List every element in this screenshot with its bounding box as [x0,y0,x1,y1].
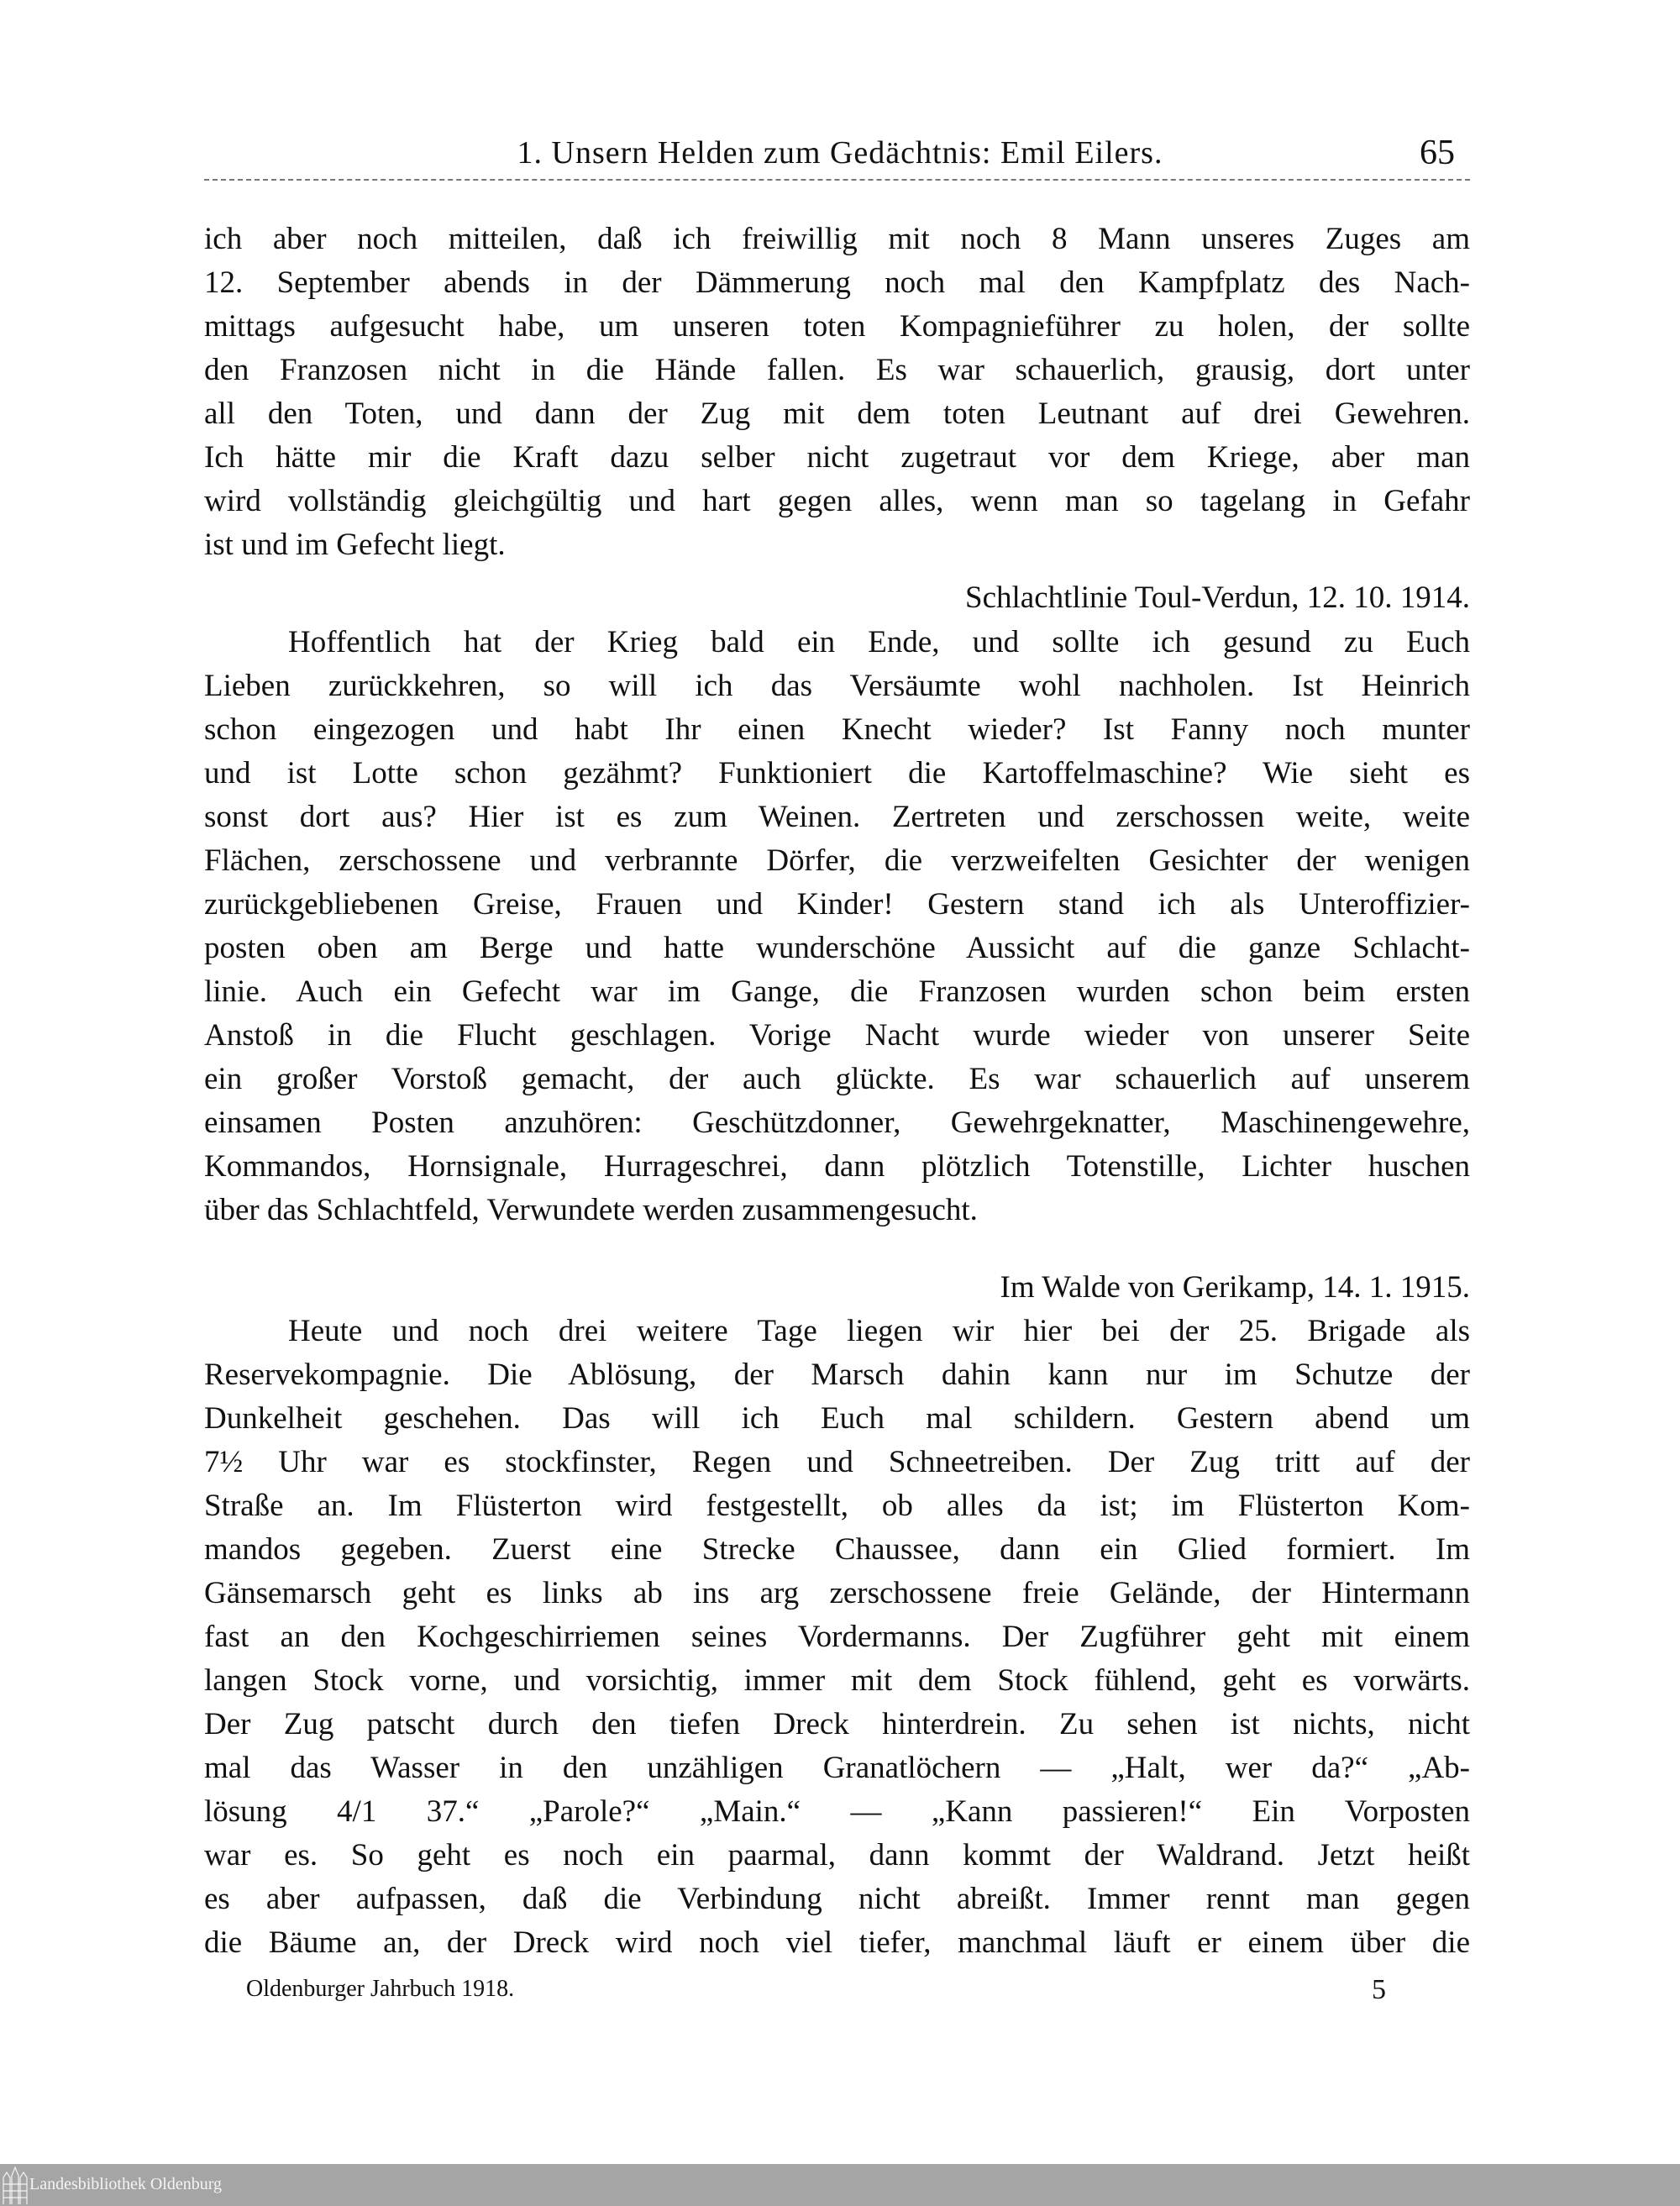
footer-journal-title: Oldenburger Jahrbuch 1918. [246,1976,515,2002]
text-line: langen Stock vorne, und vorsichtig, immer mit dem Stock fühlend, geht es vorwärts. [204,1663,1470,1698]
running-header-title: 1. Unsern Helden zum Gedächtnis: Emil Eilers. [517,135,1163,171]
text-line: Anstoß in die Flucht geschlagen. Vorige Nacht wurde wieder von unserer Seite [204,1018,1470,1053]
text-line: Lieben zurückkehren, so will ich das Versäumte wohl nachholen. Ist Heinrich [204,669,1470,703]
text-line: Hoffentlich hat der Krieg bald ein Ende, und sollte ich gesund zu Euch [288,625,1470,659]
library-bar [0,2164,1680,2206]
footer-signature-number: 5 [1372,1974,1386,2005]
text-line: all den Toten, und dann der Zug mit dem toten Leutnant auf drei Gewehren. [204,397,1470,431]
text-line: posten oben am Berge und hatte wunderschöne Aussicht auf die ganze Schlacht- [204,931,1470,965]
page-number: 65 [1420,134,1455,172]
text-line: 7½ Uhr war es stockfinster, Regen und Schneetreiben. Der Zug tritt auf der [204,1445,1470,1479]
text-line: Der Zug patscht durch den tiefen Dreck hinterdrein. Zu sehen ist nichts, nicht [204,1707,1470,1741]
paragraph-2 [204,621,1470,1232]
text-line: zurückgebliebenen Greise, Frauen und Kinder! Gestern stand ich als Unteroffizier- [204,887,1470,922]
text-line: ein großer Vorstoß gemacht, der auch glückte. Es war schauerlich auf unserem [204,1062,1470,1096]
text-line: Flächen, zerschossene und verbrannte Dörfer, die verzweifelten Gesichter der wenigen [204,843,1470,878]
text-line: Straße an. Im Flüsterton wird festgestellt, ob alles da ist; im Flüsterton Kom- [204,1489,1470,1523]
text-line: mandos gegeben. Zuerst eine Strecke Chaussee, dann ein Glied formiert. Im [204,1532,1470,1567]
text-line: über das Schlachtfeld, Verwundete werden zusammengesucht. [204,1193,978,1227]
text-line: ist und im Gefecht liegt. [204,528,506,562]
text-line: und ist Lotte schon gezähmt? Funktioniert die Kartoffelmaschine? Wie sieht es [204,756,1470,790]
text-line: linie. Auch ein Gefecht war im Gange, die Franzosen wurden schon beim ersten [204,974,1470,1009]
dateline-1: Schlachtlinie Toul-Verdun, 12. 10. 1914. [965,580,1470,615]
header-rule [204,179,1470,181]
text-line: es aber aufpassen, daß die Verbindung nicht abreißt. Immer rennt man gegen [204,1882,1470,1916]
text-line: den Franzosen nicht in die Hände fallen. Es war schauerlich, grausig, dort unter [204,353,1470,387]
text-line: die Bäume an, der Dreck wird noch viel tiefer, manchmal läuft er einem über die [204,1925,1470,1960]
text-line: Dunkelheit geschehen. Das will ich Euch mal schildern. Gestern abend um [204,1401,1470,1436]
text-line: Kommandos, Hornsignale, Hurrageschrei, dann plötzlich Totenstille, Lichter huschen [204,1149,1470,1184]
paragraph-3 [204,1310,1470,1965]
text-line: Heute und noch drei weitere Tage liegen wir hier bei der 25. Brigade als [288,1314,1470,1348]
paragraph-1 [204,218,1470,567]
text-line: lösung 4/1 37.“ „Parole?“ „Main.“ — „Kann passieren!“ Ein Vorposten [204,1794,1470,1829]
text-line: mal das Wasser in den unzähligen Granatlöchern — „Halt, wer da?“ „Ab- [204,1751,1470,1785]
library-building-icon [2,2166,29,2204]
text-line: mittags aufgesucht habe, um unseren toten Kompagnieführer zu holen, der sollte [204,309,1470,344]
dateline-2: Im Walde von Gerikamp, 14. 1. 1915. [1000,1270,1470,1305]
text-line: sonst dort aus? Hier ist es zum Weinen. Zertreten und zerschossen weite, weite [204,800,1470,834]
text-line: wird vollständig gleichgültig und hart gegen alles, wenn man so tagelang in Gefahr [204,484,1470,518]
text-line: schon eingezogen und habt Ihr einen Knecht wieder? Ist Fanny noch munter [204,712,1470,747]
text-line: ich aber noch mitteilen, daß ich freiwillig mit noch 8 Mann unseres Zuges am [204,222,1470,256]
text-line: Gänsemarsch geht es links ab ins arg zerschossene freie Gelände, der Hintermann [204,1576,1470,1610]
text-line: einsamen Posten anzuhören: Geschützdonner, Gewehrgeknatter, Maschinengewehre, [204,1106,1470,1140]
text-line: war es. So geht es noch ein paarmal, dann kommt der Waldrand. Jetzt heißt [204,1838,1470,1872]
library-name: Landesbibliothek Oldenburg [29,2175,223,2193]
text-line: 12. September abends in der Dämmerung noch mal den Kampfplatz des Nach- [204,265,1470,300]
text-line: Ich hätte mir die Kraft dazu selber nicht zugetraut vor dem Kriege, aber man [204,440,1470,475]
text-line: Reservekompagnie. Die Ablösung, der Marsch dahin kann nur im Schutze der [204,1358,1470,1392]
text-line: fast an den Kochgeschirriemen seines Vordermanns. Der Zugführer geht mit einem [204,1620,1470,1654]
